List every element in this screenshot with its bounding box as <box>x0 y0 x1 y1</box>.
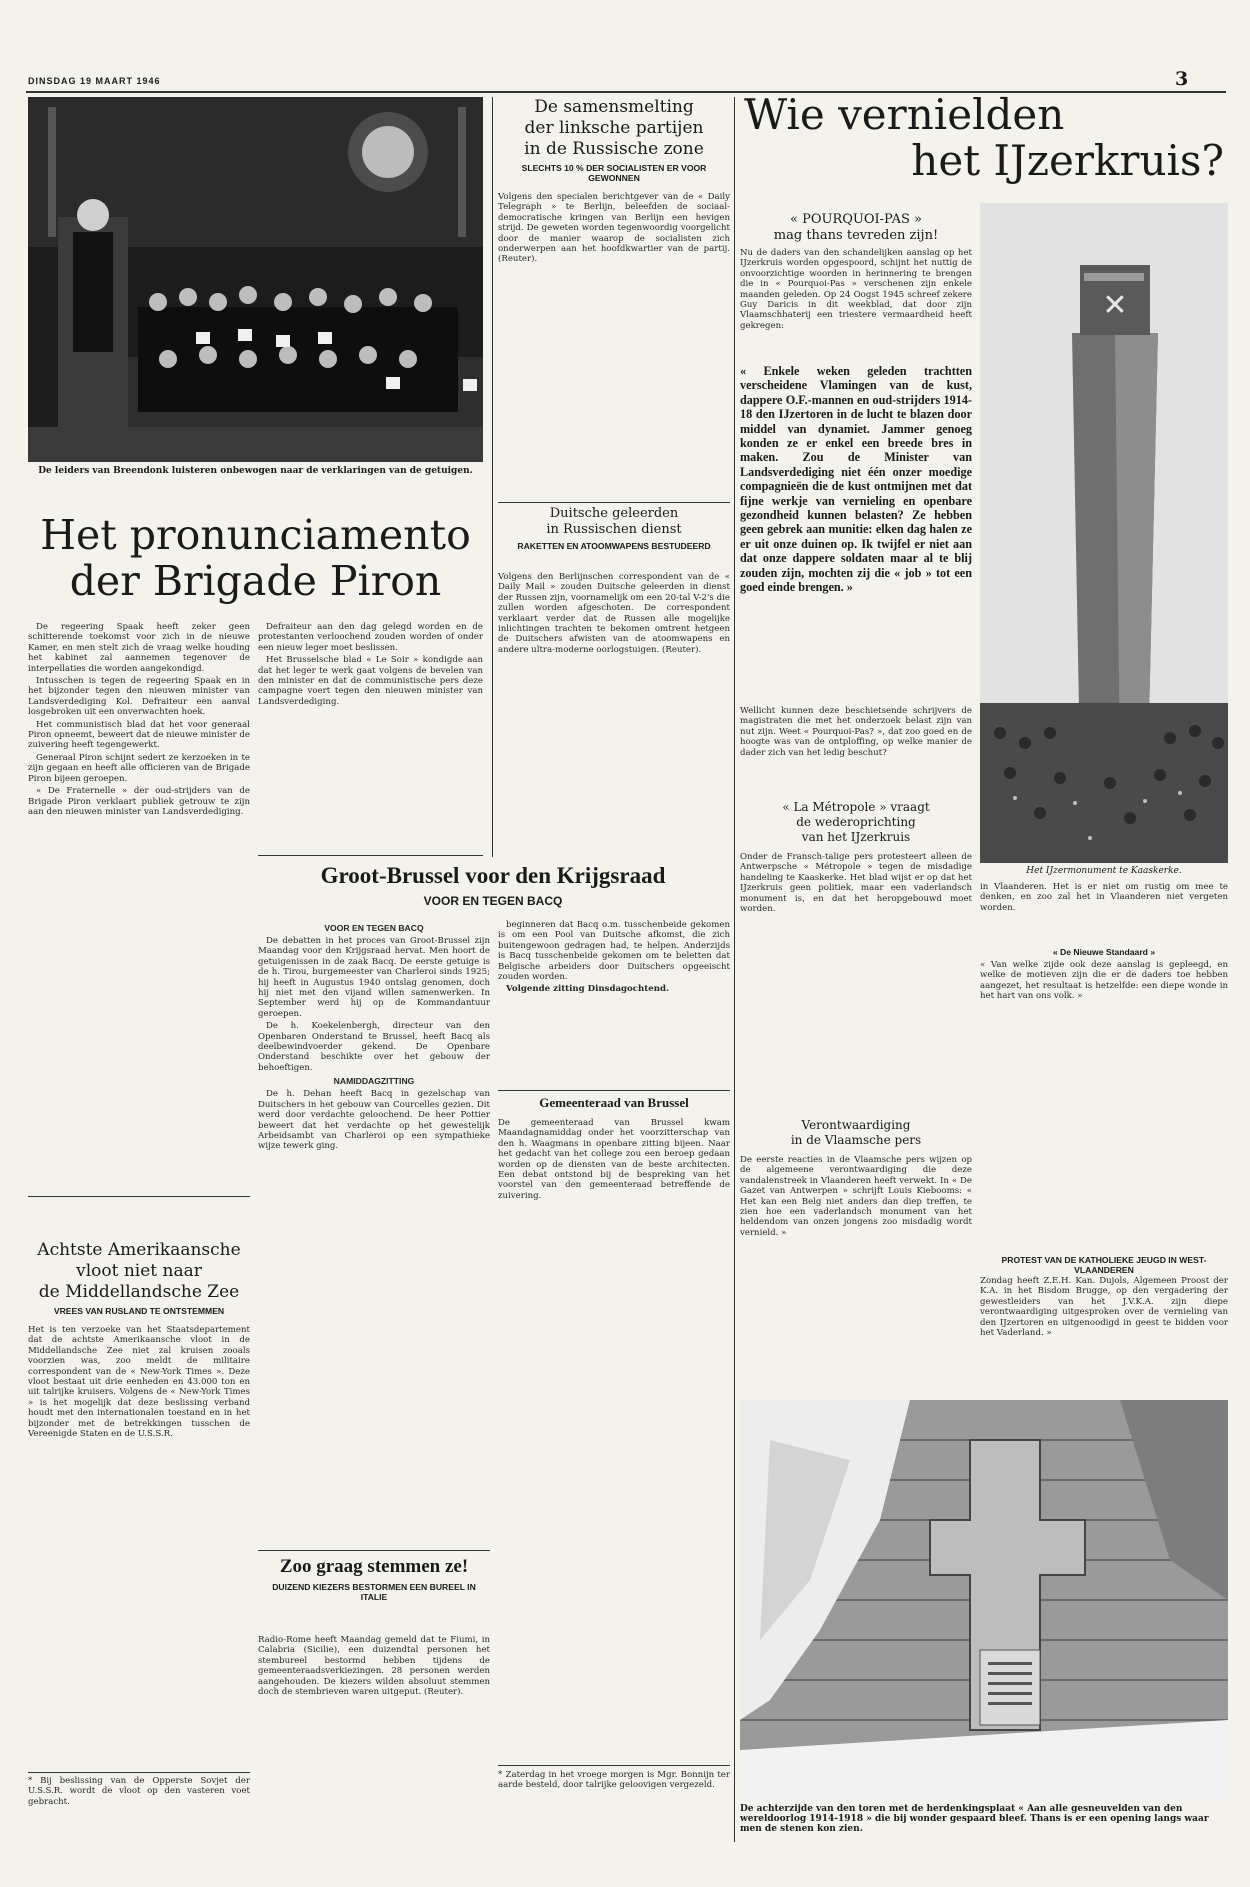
brussel-headline <box>258 862 728 909</box>
piron-headline <box>28 512 483 604</box>
metropole-line1: « La Métropole » vraagt <box>782 800 930 814</box>
memorial-plaque-caption: De achterzijde van den toren met de herdenkingsplaat « Aan alle gesneuvelden van den wereldoorlog 1914-1918 » die bij wonder gespaard bleef. Thans is er een opening langs waar men de stenen kon zien. <box>740 1804 1209 1834</box>
nieuwe-standaard-body: « Van welke zijde ook deze aanslag is gepleegd, en welke de motieven zijn die er de daders toe hebben aangezet, het resultaat is hetzelfde: een diepe wonde in het hart van ons volk. » <box>980 960 1228 1002</box>
brussel-paragraph: De h. Dehan heeft Bacq in gezelschap van Duitschers in het gebouw van Courcelles gezien. Dit werd door verdachte geloochend. De heer Pottier beweert dat het verdachte op het gewestelijk Arbeidsambt van Charleroi op een sympathieke wijze tewerk ging. <box>258 1089 490 1152</box>
column-rule-1 <box>492 97 493 857</box>
zoo-attribution: (Reuter). <box>424 1687 464 1698</box>
courtroom-photo-caption: De leiders van Breendonk luisteren onbewogen naar de verklaringen van de getuigen. <box>38 466 473 476</box>
brussel-column-1 <box>258 920 490 1542</box>
page-number: 3 <box>1175 68 1189 90</box>
katholieke-jeugd-subhead: PROTEST VAN DE KATHOLIEKE JEUGD IN WEST-VLAANDEREN <box>1001 1255 1207 1275</box>
nieuwe-standaard-subhead: « De Nieuwe Standaard » <box>1052 947 1156 957</box>
duitsche-body <box>498 572 730 852</box>
veron-subhead <box>740 1118 972 1148</box>
column-rule-2 <box>734 97 735 1842</box>
piron-headline-line1: Het pronunciamento <box>40 511 471 559</box>
ijzertoren-photo-caption: Het IJzermonument te Kaaskerke. <box>1026 866 1182 876</box>
piron-paragraph: Het communistisch blad dat het voor generaal Piron opneemt, beweert dat de nieuwe minister de zuivering heeft tegengewerkt. <box>28 719 250 751</box>
duitsche-text: Volgens den Berlijnschen correspondent van de « Daily Mail » zouden Duitsche geleerden in dienst der Russen zijn, voornamelijk om een 20-tal V-2's die zullen worden afgeschoten. De correspondent verklaart verder dat de Russen alle mogelijke inlichtingen trachten te bekomen omtrent hetgeen de Duitschers afwisten van de atoomwapens en andere ultra-moderne oorlogstuigen. <box>498 572 730 655</box>
gemeenteraad-divider <box>498 1090 730 1091</box>
ijzerkruis-headline <box>740 92 1230 184</box>
ijzerkruis-title-line2: het IJzerkruis? <box>911 136 1224 185</box>
brussel-paragraph: De debatten in het proces van Groot-Brussel zijn Maandag voor den Krijgsraad hervat. Men hoort de getuigenissen in de zaak Bacq. De eerste getuige is de h. Tirou, burgemeester van Charleroi sinds 1925; hij heeft in Augustus 1940 ontslag genomen, doch hij niet met den vijand willen samenwerken. In September werd hij op de Kommandantuur geroepen. <box>258 936 490 1019</box>
duitsche-subtitle: RAKETTEN EN ATOOMWAPENS BESTUDEERD <box>517 541 711 551</box>
piron-column-1 <box>28 622 250 1190</box>
piron-headline-line2: der Brigade Piron <box>69 557 442 605</box>
america-title-line3: de Middellandsche Zee <box>38 1282 240 1302</box>
ijzerkruis-col2-top: in Vlaanderen. Het is er niet om rustig om mee te denken, en zoo zal het in Vlaanderen niet vergeten worden. <box>980 882 1228 913</box>
brussel-paragraph: De h. Koekelenbergh, directeur van den Openbaren Onderstand te Brussel, heeft Bacq als deelbewindvoerder gekend. De Openbare Onderstand beschikte over het gebouw der behoeftigen. <box>258 1021 490 1073</box>
piron-paragraph: Het Brusselsche blad « Le Soir » kondigde aan dat het leger te werk gaat volgens de bevelen van den minister en dat de communistische pers deze campagne voert tegen den nieuwen minister van Landsverdediging. <box>258 655 483 707</box>
piron-paragraph: Defraiteur aan den dag gelegd worden en de protestanten verloochend zouden worden of onder een nieuw leger moet beslissen. <box>258 622 483 653</box>
samensmelting-divider <box>498 502 730 503</box>
veron-line1: Verontwaardiging <box>801 1118 911 1132</box>
america-title-line1: Achtste Amerikaansche <box>37 1240 241 1260</box>
page-date: DINSDAG 19 MAART 1946 <box>28 76 161 86</box>
samensmelting-title-line2: der linksche partijen <box>524 118 704 138</box>
ijzerkruis-intro: Nu de daders van den schandelijken aanslag op het IJzerkruis worden opgespoord, schijnt het nuttig de onvoorzichtige woorden in herinnering te brengen die in « Pourquoi-Pas » verschenen zijn enkele maanden geleden. Op 24 Oogst 1945 schreef zekere Guy Daricis in dit weekblad, dat door zijn Vlaamschhaterij een triestere vermaardheid heeft gekregen: <box>740 248 972 331</box>
brussel-paragraph: beginneren dat Bacq o.m. tusschenbeide gekomen is om een Pool van Duitsche afkomst, die zich buitengewoon gedragen had, te helpen. Anderzijds is Bacq tusschenbeide gekomen om te beletten dat Belgische arbeiders door Duitschers opgeeischt zouden worden. <box>498 920 730 983</box>
pourquoi-pas-subhead-line1: « POURQUOI-PAS » <box>790 212 922 227</box>
duitsche-headline <box>498 506 730 554</box>
metropole-body: Onder de Fransch-talige pers protesteert alleen de Antwerpsche « Métropole » tegen de misdadige handeling te Kaaskerke. Het blad wijst er op dat het IJzerkruis geen politiek, maar een vaderlandsch monument is, en dat het heropgebouwd moet worden. <box>740 852 972 915</box>
duitsche-title-line2: in Russischen dienst <box>546 522 682 537</box>
piron-paragraph: De regeering Spaak heeft zeker geen schitterende toekomst voor zich in de nieuwe Kamer, en men stelt zich de vraag welke houding het kabinet zal aannemen tegenover de interpellaties die worden aangekondigd. <box>28 622 250 674</box>
america-headline <box>28 1240 250 1319</box>
zoo-subtitle: DUIZEND KIEZERS BESTORMEN EEN BUREEL IN ITALIE <box>272 1582 476 1602</box>
piron-divider <box>258 855 483 856</box>
pourquoi-pas-subhead-line2: mag thans tevreden zijn! <box>773 228 939 243</box>
brussel-title: Groot-Brussel voor den Krijgsraad <box>320 863 666 888</box>
ijzerkruis-quote: « Enkele weken geleden trachtten verscheidene Vlamingen van de kust, dappere O.F.-mannen en oud-strijders 1914-18 den IJzertoren in de lucht te blazen door middel van dynamiet. Jammer genoeg konden ze er enkel een breede bres in maken. Zou de Minister van Landsverdediging niet één onzer moedige compagnieën die de kust ontmijnen met dat fijne werkje van vernieling en openbare gezondheid kunnen belasten? Ze hebben geen gebrek aan munitie: elken dag halen ze er uit onze duinen op. Ik twijfel er niet aan dat onze dappere soldaten maar al te blij zouden zijn, mochten zij die « job » tot een goed einde brengen. » <box>740 364 972 595</box>
ijzerkruis-body-2: Wellicht kunnen deze beschietsende schrijvers de magistraten die met het onderzoek belast zijn van nut zijn. Weet « Pourquoi-Pas? », dat zoo goed en de hoogte was van de ontploffing, op welke manier de dader zich van het ledig beschut? <box>740 706 972 758</box>
gemeenteraad-title: Gemeenteraad van Brussel <box>539 1095 689 1110</box>
piron-paragraph: « De Fraternelle » der oud-strijders van de Brigade Piron verklaart publiek getrouw te zijn aan den nieuwen minister van Landsverdediging. <box>28 786 250 817</box>
zoo-divider <box>258 1550 490 1551</box>
samensmelting-text: Volgens den specialen berichtgever van de « Daily Telegraph » te Berlijn, beleefden de sociaal-democratische kringen van Berlijn een hevigen strijd. De geweten worden tegenwoordig voorgelicht door de manier waarop de socialisten zich onderwerpen aan het hoofdkwartier van de partij. <box>498 192 730 255</box>
gemeenteraad-note-divider <box>498 1765 730 1766</box>
america-title-line2: vloot niet naar <box>76 1261 202 1281</box>
gemeenteraad-note: * Zaterdag in het vroege morgen is Mgr. Bonnijn ter aarde besteld, door talrijke geloovigen vergezeld. <box>498 1770 730 1791</box>
zoo-body <box>258 1635 490 1845</box>
brussel-column-2 <box>498 920 730 1085</box>
svg-text:✕: ✕ <box>1102 288 1128 323</box>
brussel-col1-subhead: VOOR EN TEGEN BACQ <box>324 923 424 933</box>
zoo-headline <box>258 1555 490 1605</box>
samensmelting-title-line1: De samensmelting <box>534 97 694 117</box>
piron-paragraph: Generaal Piron schijnt sedert ze kerzoeken in te zijn gegaan en heeft alle officieren van de Brigade Piron bijeen geroepen. <box>28 752 250 784</box>
samensmelting-body <box>498 192 730 497</box>
america-note-divider <box>28 1772 250 1773</box>
duitsche-attribution: (Reuter). <box>662 644 702 655</box>
ijzerkruis-title-line1: Wie vernielden <box>744 90 1065 139</box>
courtroom-photo <box>28 97 483 462</box>
piron-paragraph: Intusschen is tegen de regeering Spaak en in het bijzonder tegen den nieuwen minister van Landsverdediging Kol. Defraiteur een aanval losgebroken uit een onverwachten hoek. <box>28 676 250 718</box>
ijzertoren-photo <box>980 203 1228 863</box>
america-divider <box>28 1196 250 1197</box>
metropole-line3: van het IJzerkruis <box>801 830 911 844</box>
metropole-line2: de wederoprichting <box>796 815 916 829</box>
america-note: * Bij beslissing van de Opperste Sovjet der U.S.S.R. wordt de vloot op den vasteren voet gebracht. <box>28 1776 250 1807</box>
ijzerkruis-column-1 <box>740 212 972 244</box>
brussel-next-session: Volgende zitting Dinsdagochtend. <box>506 984 669 995</box>
metropole-subhead <box>740 800 972 845</box>
zoo-text: Radio-Rome heeft Maandag gemeld dat te Fiumi, in Calabria (Sicilie), een duizendtal personen het stembureel bestormd hebben tijdens de gemeenteraadsverkiezingen. 28 personen werden aangehouden. De kiezers wilden absoluut stemmen doch de stembrieven waren uitgeput. <box>258 1635 490 1698</box>
america-body: Het is ten verzoeke van het Staatsdepartement dat de achtste Amerikaansche vloot in de Middellandsche Zee niet zal kruisen zooals voorzien was, zoo meldt de militaire correspondent van de « New-York Times ». Deze vloot bestaat uit drie eenheden en 43.000 ton en uit talrijke kruisers. Volgens de « New-York Times » is het mogelijk dat deze beslissing verband houdt met den internationalen toestand en in het bijzonder met de betrekkingen tusschen de Vereenigde Staten en de U.S.S.R. <box>28 1325 250 1440</box>
brussel-namiddag-subhead: NAMIDDAGZITTING <box>333 1076 415 1087</box>
piron-column-2 <box>258 622 483 837</box>
brussel-subtitle: VOOR EN TEGEN BACQ <box>423 894 563 908</box>
samensmelting-subtitle: SLECHTS 10 % DER SOCIALISTEN ER VOOR GEWONNEN <box>521 163 707 183</box>
samensmelting-title-line3: in de Russische zone <box>524 139 704 159</box>
duitsche-title-line1: Duitsche geleerden <box>549 506 679 521</box>
america-subtitle: VREES VAN RUSLAND TE ONTSTEMMEN <box>53 1306 225 1316</box>
samensmelting-headline <box>498 97 730 186</box>
memorial-plaque-photo <box>740 1400 1228 1800</box>
gemeenteraad-body: De gemeenteraad van Brussel kwam Maandagnamiddag onder het voorzitterschap van den h. Waagmans in openbare zitting bijeen. Naar het gedacht van het college zou een beroep gedaan worden op de diensten van de beste architecten. Een debat ontstond bij de bespreking van het voorstel van den gemeenteraad betreffende de zuivering. <box>498 1118 730 1201</box>
katholieke-jeugd-body: Zondag heeft Z.E.H. Kan. Dujols, Algemeen Proost der K.A. in het Bisdom Brugge, op den vergadering der gewestleiders van het J.V.K.A. zijn diepe verontwaardiging uitgesproken over de vernieling van den IJzertoren en uitgenoodigd in geest te bidden voor het Vaderland. » <box>980 1276 1228 1339</box>
veron-body: De eerste reacties in de Vlaamsche pers wijzen op de algemeene verontwaardiging die deze vandalenstreek in Vlaanderen heeft verwekt. In « De Gazet van Antwerpen » schrijft Louis Kiebooms: « Het kan een Belg niet anders dan diep treffen, te zien hoe een vaderlandsch monument van het heldendom van onzen jongens zoo misdadig wordt vernield. » <box>740 1155 972 1238</box>
samensmelting-attribution: (Reuter). <box>498 254 538 265</box>
veron-line2: in de Vlaamsche pers <box>790 1133 922 1147</box>
zoo-title: Zoo graag stemmen ze! <box>279 1556 469 1577</box>
